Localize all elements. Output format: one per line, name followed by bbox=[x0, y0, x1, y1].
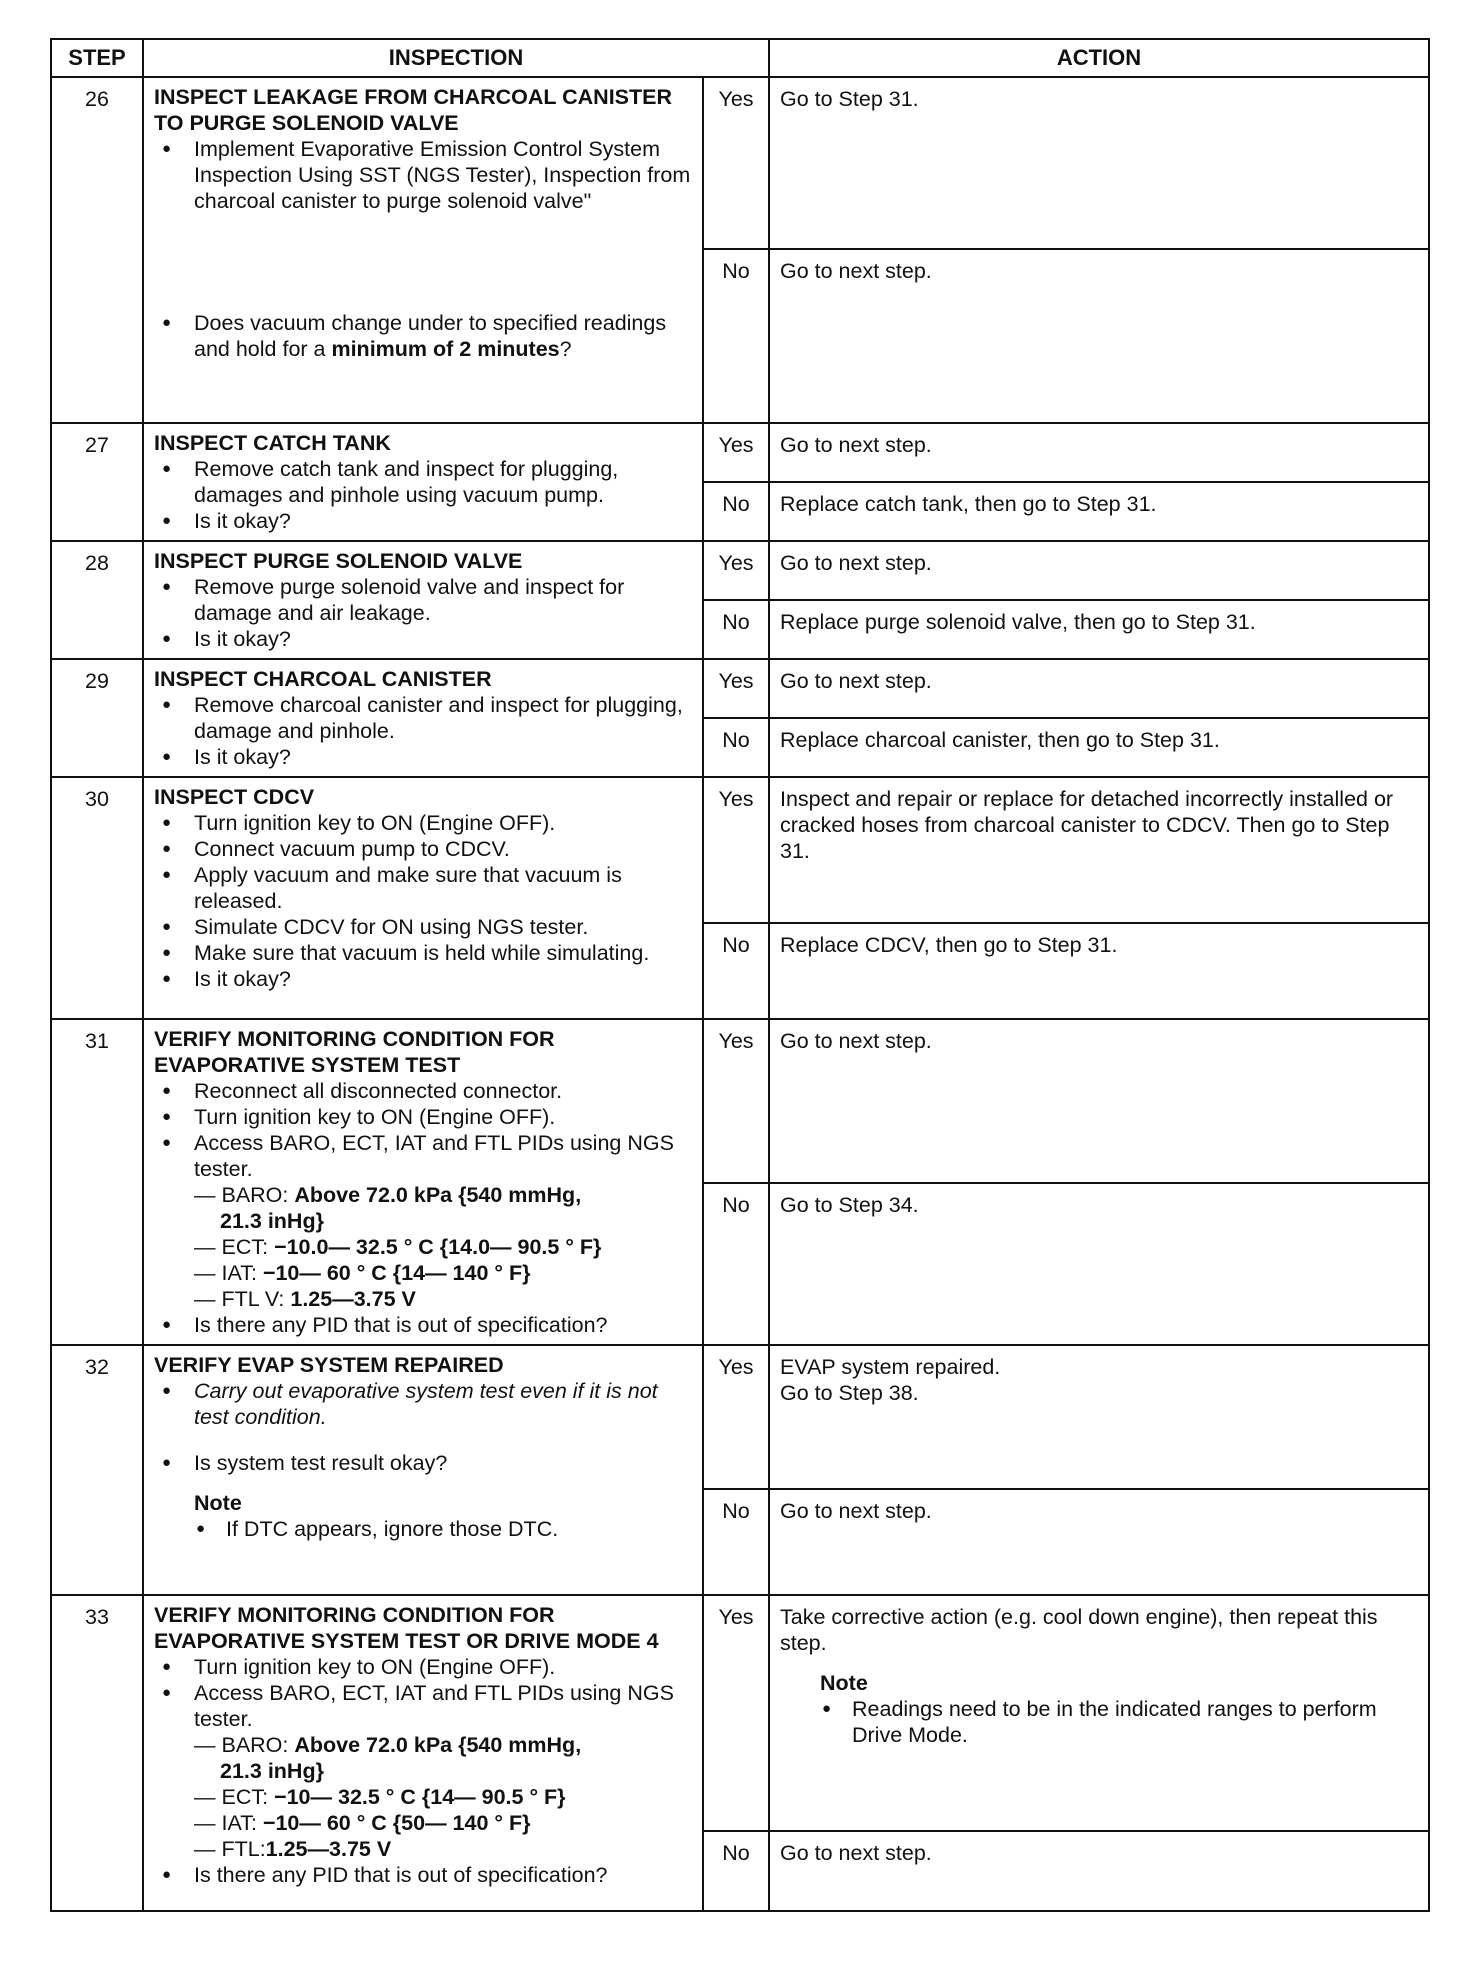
no-action: Go to next step. bbox=[769, 1489, 1429, 1595]
inspection-title: INSPECT LEAKAGE FROM CHARCOAL CANISTER TO PURGE SOLENOID VALVE bbox=[154, 85, 673, 135]
table-row bbox=[51, 1345, 1429, 1489]
bullet-item: ● Is it okay? bbox=[154, 966, 694, 992]
bullet-item: ● Turn ignition key to ON (Engine OFF). bbox=[154, 1104, 694, 1130]
bullet-list bbox=[154, 810, 694, 992]
step-number: 28 bbox=[51, 541, 143, 659]
no-label: No bbox=[703, 1831, 769, 1911]
bullet-item: ● Is there any PID that is out of specification? bbox=[154, 1312, 694, 1338]
yes-action: Go to Step 31. bbox=[769, 77, 1429, 249]
no-label: No bbox=[703, 1489, 769, 1595]
step-number: 30 bbox=[51, 777, 143, 1019]
yes-action-line: Go to Step 38. bbox=[780, 1381, 919, 1405]
inspection-title: VERIFY MONITORING CONDITION FOR EVAPORATIVE SYSTEM TEST OR DRIVE MODE 4 bbox=[154, 1603, 659, 1653]
yes-action: Go to next step. bbox=[769, 659, 1429, 718]
note-title: Note bbox=[194, 1491, 242, 1515]
table-row bbox=[51, 541, 1429, 600]
bullet-item: ● Remove purge solenoid valve and inspect for damage and air leakage. bbox=[154, 574, 694, 626]
yes-label: Yes bbox=[703, 77, 769, 249]
bullet-list bbox=[154, 136, 694, 214]
yes-label: Yes bbox=[703, 1019, 769, 1183]
yes-action: Inspect and repair or replace for detached incorrectly installed or cracked hoses from charcoal canister to CDCV. Then go to Step 31. bbox=[769, 777, 1429, 923]
bullet-item: ● Is it okay? bbox=[154, 626, 694, 652]
bullet-list bbox=[154, 456, 694, 534]
bullet-item: ● Does vacuum change under to specified readings and hold for a minimum of 2 minutes? bbox=[154, 310, 694, 362]
note-block bbox=[154, 1490, 694, 1542]
bullet-item: ● Connect vacuum pump to CDCV. bbox=[154, 836, 694, 862]
bullet-item: ● Implement Evaporative Emission Control System Inspection Using SST (NGS Tester), Inspection from charcoal canister to purge solenoid valve" bbox=[154, 136, 694, 214]
table-row bbox=[51, 1019, 1429, 1183]
bullet-list bbox=[154, 310, 694, 362]
no-action: Replace catch tank, then go to Step 31. bbox=[769, 482, 1429, 541]
spec-baro: — BARO: Above 72.0 kPa {540 mmHg, bbox=[194, 1733, 582, 1757]
yes-action bbox=[769, 1345, 1429, 1489]
yes-label: Yes bbox=[703, 777, 769, 923]
inspection-cell bbox=[143, 423, 703, 541]
bullet-item: ● Turn ignition key to ON (Engine OFF). bbox=[154, 1654, 694, 1680]
no-action: Go to next step. bbox=[769, 249, 1429, 423]
no-label: No bbox=[703, 249, 769, 423]
header-row bbox=[51, 39, 1429, 77]
inspection-cell bbox=[143, 77, 703, 423]
bullet-item: ● Remove catch tank and inspect for plugging, damages and pinhole using vacuum pump. bbox=[154, 456, 694, 508]
no-label: No bbox=[703, 923, 769, 1019]
yes-label: Yes bbox=[703, 541, 769, 600]
spec-ftl: — FTL:1.25—3.75 V bbox=[194, 1837, 392, 1861]
spec-ect: — ECT: −10— 32.5 ° C {14— 90.5 ° F} bbox=[194, 1785, 566, 1809]
step-number: 33 bbox=[51, 1595, 143, 1911]
bullet-item: ● Access BARO, ECT, IAT and FTL PIDs using NGS tester. bbox=[154, 1680, 694, 1732]
step-number: 27 bbox=[51, 423, 143, 541]
inspection-cell bbox=[143, 659, 703, 777]
note-item: ● If DTC appears, ignore those DTC. bbox=[194, 1516, 694, 1542]
yes-action: Go to next step. bbox=[769, 1019, 1429, 1183]
inspection-title: INSPECT CDCV bbox=[154, 785, 315, 809]
no-action: Go to Step 34. bbox=[769, 1183, 1429, 1345]
inspection-title: VERIFY MONITORING CONDITION FOR EVAPORATIVE SYSTEM TEST bbox=[154, 1027, 555, 1077]
bullet-item: ● Carry out evaporative system test even if it is not test condition. bbox=[154, 1378, 694, 1430]
bullet-list bbox=[154, 1078, 694, 1338]
spec-iat: — IAT: −10— 60 ° C {14— 140 ° F} bbox=[194, 1261, 531, 1285]
no-label: No bbox=[703, 600, 769, 659]
yes-action-text: Take corrective action (e.g. cool down engine), then repeat this step. bbox=[780, 1605, 1378, 1655]
inspection-cell bbox=[143, 1019, 703, 1345]
bullet-item: ● Is there any PID that is out of specification? bbox=[154, 1862, 694, 1888]
bullet-list bbox=[154, 692, 694, 770]
inspection-cell bbox=[143, 1595, 703, 1911]
bullet-item: ● Is system test result okay? bbox=[154, 1450, 694, 1476]
spec-ect: — ECT: −10.0— 32.5 ° C {14.0— 90.5 ° F} bbox=[194, 1235, 602, 1259]
spec-ftl: — FTL V: 1.25—3.75 V bbox=[194, 1287, 416, 1311]
bullet-item: ● Access BARO, ECT, IAT and FTL PIDs using NGS tester. bbox=[154, 1130, 694, 1182]
step-header: STEP bbox=[51, 39, 143, 77]
no-label: No bbox=[703, 482, 769, 541]
step-number: 26 bbox=[51, 77, 143, 423]
note-list bbox=[820, 1696, 1420, 1748]
inspection-cell bbox=[143, 777, 703, 1019]
no-label: No bbox=[703, 1183, 769, 1345]
yes-action-line: EVAP system repaired. bbox=[780, 1355, 1001, 1379]
yes-label: Yes bbox=[703, 423, 769, 482]
inspection-cell bbox=[143, 1345, 703, 1595]
inspection-title: VERIFY EVAP SYSTEM REPAIRED bbox=[154, 1353, 504, 1377]
spec-baro-cont: 21.3 inHg} bbox=[220, 1209, 324, 1233]
bullet-list bbox=[154, 574, 694, 652]
step-number: 29 bbox=[51, 659, 143, 777]
yes-action bbox=[769, 1595, 1429, 1831]
no-action: Replace charcoal canister, then go to Step 31. bbox=[769, 718, 1429, 777]
procedure-document bbox=[50, 38, 1428, 1912]
bullet-item: ● Is it okay? bbox=[154, 508, 694, 534]
bullet-item: ● Make sure that vacuum is held while simulating. bbox=[154, 940, 694, 966]
no-label: No bbox=[703, 718, 769, 777]
bullet-item: ● Reconnect all disconnected connector. bbox=[154, 1078, 694, 1104]
inspection-title: INSPECT CATCH TANK bbox=[154, 431, 391, 455]
note-block bbox=[780, 1670, 1420, 1748]
no-action: Replace purge solenoid valve, then go to Step 31. bbox=[769, 600, 1429, 659]
note-list bbox=[194, 1516, 694, 1542]
bullet-item: ● Turn ignition key to ON (Engine OFF). bbox=[154, 810, 694, 836]
bullet-item: ● Is it okay? bbox=[154, 744, 694, 770]
bullet-item: ● Simulate CDCV for ON using NGS tester. bbox=[154, 914, 694, 940]
yes-label: Yes bbox=[703, 659, 769, 718]
no-action: Replace CDCV, then go to Step 31. bbox=[769, 923, 1429, 1019]
bullet-item: ● Remove charcoal canister and inspect for plugging, damage and pinhole. bbox=[154, 692, 694, 744]
note-title: Note bbox=[820, 1671, 868, 1695]
inspection-title: INSPECT CHARCOAL CANISTER bbox=[154, 667, 492, 691]
bullet-list bbox=[154, 1378, 694, 1430]
inspection-cell bbox=[143, 541, 703, 659]
table-row bbox=[51, 659, 1429, 718]
inspection-header: INSPECTION bbox=[143, 39, 769, 77]
yes-action: Go to next step. bbox=[769, 423, 1429, 482]
table-row bbox=[51, 77, 1429, 249]
spec-iat: — IAT: −10— 60 ° C {50— 140 ° F} bbox=[194, 1811, 531, 1835]
table-row bbox=[51, 423, 1429, 482]
no-action: Go to next step. bbox=[769, 1831, 1429, 1911]
yes-label: Yes bbox=[703, 1595, 769, 1831]
table-row bbox=[51, 777, 1429, 923]
table-row bbox=[51, 1595, 1429, 1831]
bullet-list bbox=[154, 1450, 694, 1476]
inspection-title: INSPECT PURGE SOLENOID VALVE bbox=[154, 549, 523, 573]
step-number: 31 bbox=[51, 1019, 143, 1345]
bullet-item: ● Apply vacuum and make sure that vacuum is released. bbox=[154, 862, 694, 914]
bullet-list bbox=[154, 1654, 694, 1888]
spec-baro: — BARO: Above 72.0 kPa {540 mmHg, bbox=[194, 1183, 582, 1207]
step-number: 32 bbox=[51, 1345, 143, 1595]
spec-baro-cont: 21.3 inHg} bbox=[220, 1759, 324, 1783]
diagnostic-table bbox=[50, 38, 1430, 1912]
yes-action: Go to next step. bbox=[769, 541, 1429, 600]
yes-label: Yes bbox=[703, 1345, 769, 1489]
action-header: ACTION bbox=[769, 39, 1429, 77]
note-item: ● Readings need to be in the indicated ranges to perform Drive Mode. bbox=[820, 1696, 1420, 1748]
